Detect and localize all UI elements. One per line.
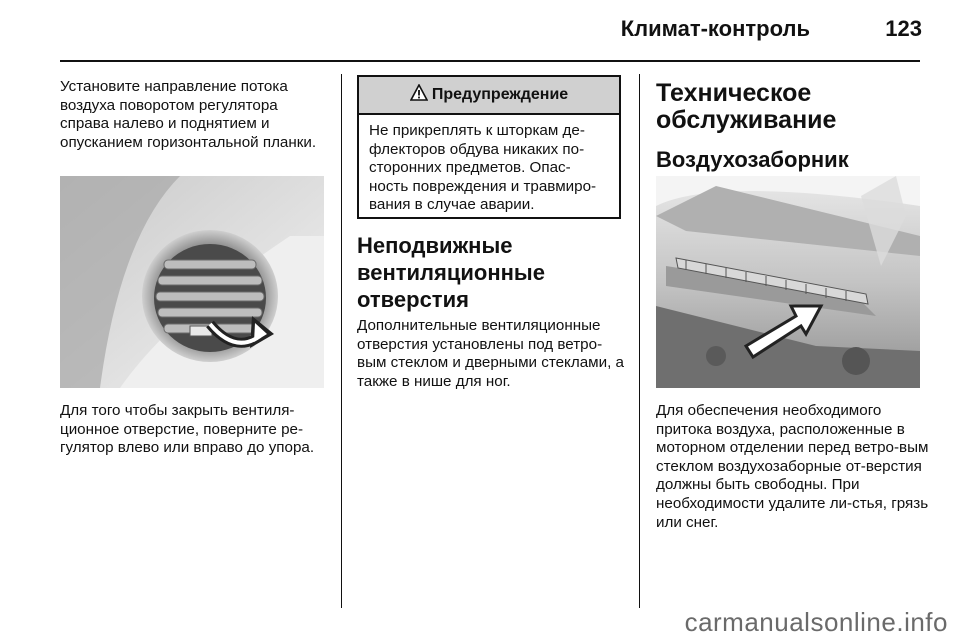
air-intake-figure bbox=[656, 176, 920, 388]
right-column-bottom bbox=[656, 402, 931, 532]
maintenance-heading: Техническое обслуживание bbox=[656, 79, 837, 134]
warning-text: Не прикреплять к шторкам де-флекторов обдува никаких по-сторонних предметов. Опас-ность повреждения и травмиро-вания в случае аварии. bbox=[369, 122, 597, 214]
vent-direction-text: Установите направление потока воздуха поворотом регулятора справа налево и поднятием и опусканием горизонтальной планки. bbox=[60, 78, 317, 151]
left-column-bottom bbox=[60, 402, 335, 458]
air-vent-illustration bbox=[60, 176, 324, 388]
fixed-vents-section bbox=[357, 232, 627, 391]
page-header-title: Климат-контроль bbox=[620, 16, 810, 41]
vent-close-text: Для того чтобы закрыть вентиля-ционное отверстие, поверните ре-гулятор влево или вправо до упора. bbox=[60, 402, 315, 457]
air-intake-heading: Воздухозаборник bbox=[656, 147, 849, 172]
warning-body bbox=[359, 115, 619, 222]
warning-title: Предупреждение bbox=[431, 86, 569, 103]
air-intake-illustration bbox=[656, 176, 920, 388]
maintenance-section bbox=[656, 80, 926, 173]
header-divider bbox=[60, 60, 920, 62]
warning-header bbox=[359, 77, 619, 115]
fixed-vents-text: Дополнительные вентиляционные отверстия установлены под ветро-вым стеклом и дверными стеклами, а также в нише для ног. bbox=[357, 317, 624, 390]
page-number: 123 bbox=[885, 16, 922, 41]
warning-triangle-icon bbox=[410, 84, 428, 106]
column-divider-left bbox=[341, 74, 342, 608]
fixed-vents-heading: Неподвижные вентиляционные отверстия bbox=[357, 233, 545, 312]
watermark: carmanualsonline.info bbox=[684, 607, 948, 637]
air-vent-figure bbox=[60, 176, 324, 388]
air-intake-text: Для обеспечения необходимого притока воздуха, расположенные в моторном отделении перед ветро-вым стеклом воздухозаборные от-верстия должны быть свободны. При необходимости удалите ли-стья, грязь или снег. bbox=[656, 402, 929, 531]
column-divider-right bbox=[639, 74, 640, 608]
left-column bbox=[60, 78, 330, 152]
warning-box bbox=[357, 75, 621, 219]
